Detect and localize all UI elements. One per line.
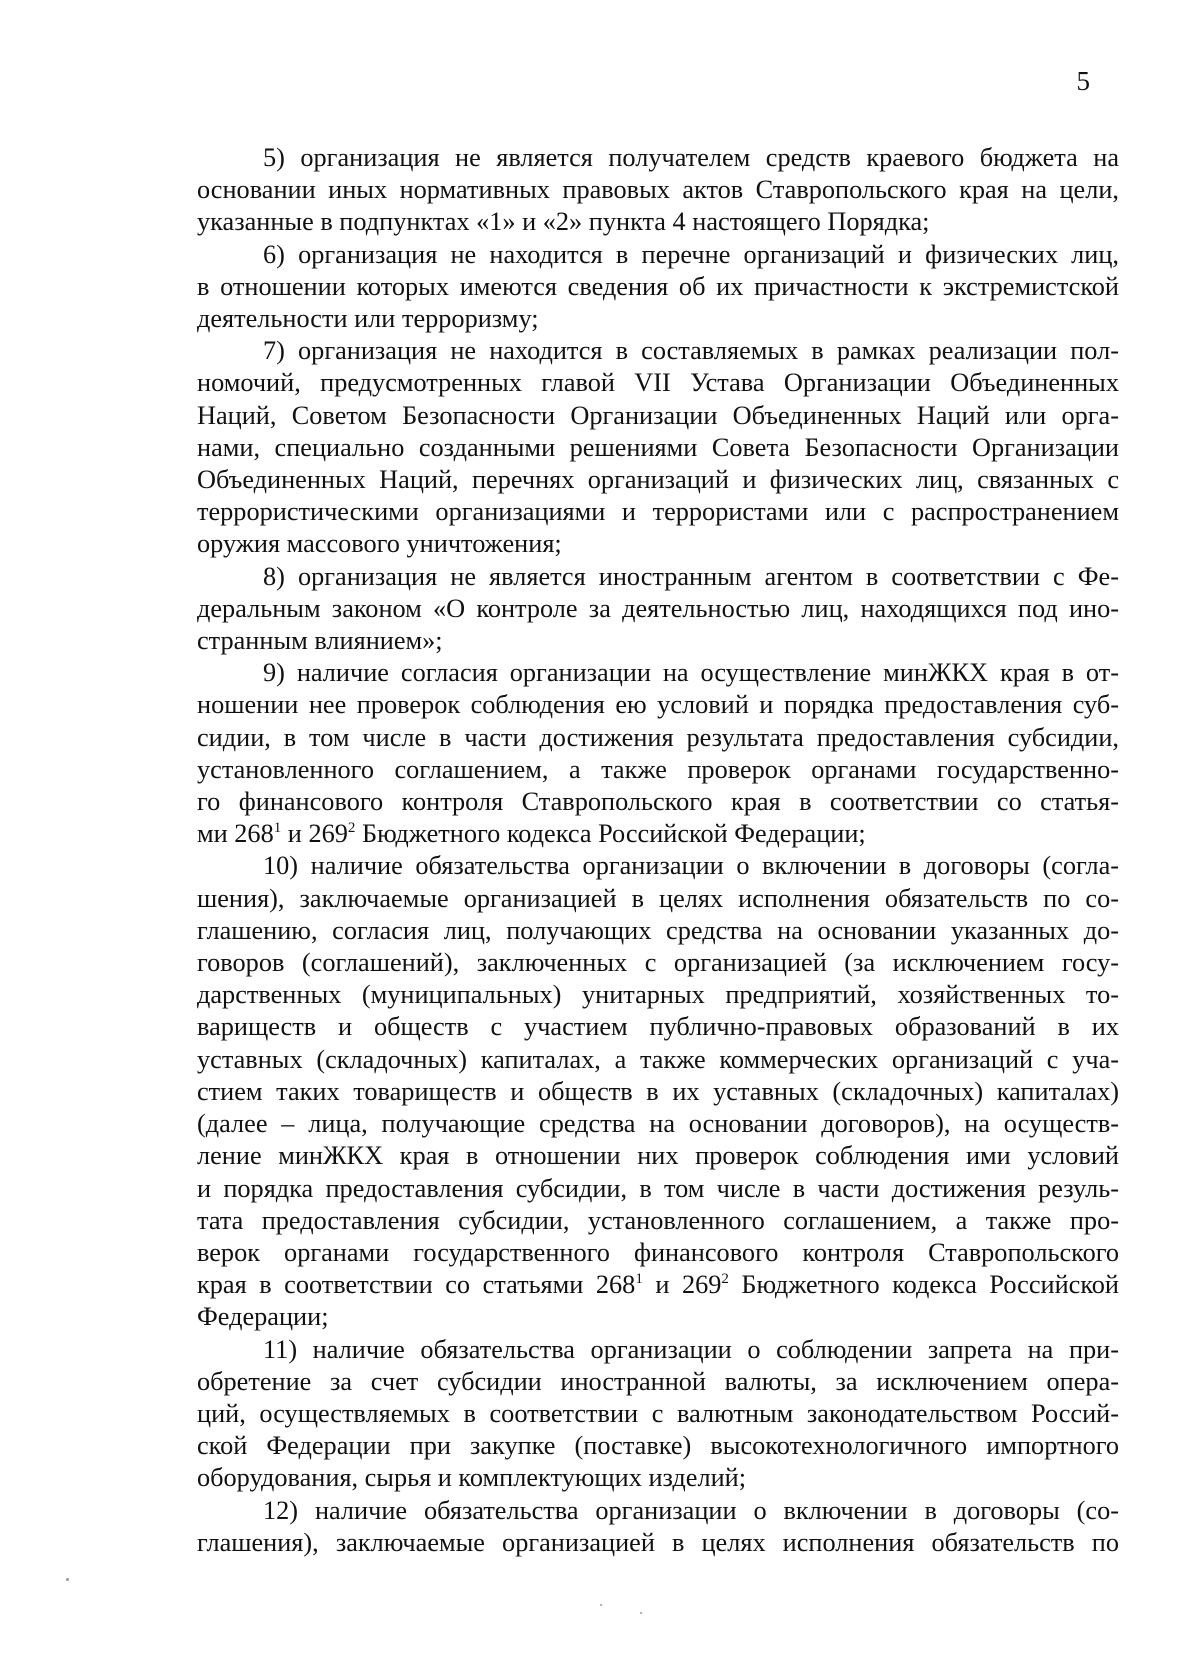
superscript: 1 — [635, 1271, 643, 1288]
text-line: указанные в подпунктах «1» и «2» пункта 4 настоящего Порядка; — [197, 207, 930, 237]
text-line: 11) наличие обязательства организации о соблюдении запрета на при- — [263, 1334, 1119, 1364]
paragraph-p10 — [197, 850, 1119, 1333]
text-line: в отношении которых имеются сведения об их причастности к экстремистской — [197, 271, 1119, 301]
text-line: деятельности или терроризму; — [197, 304, 539, 334]
text-line: оборудования, сырья и комплектующих изделий; — [197, 1463, 747, 1493]
scan-speck — [66, 1578, 69, 1581]
text-line: уставных (складочных) капиталах, а также коммерческих организаций с уча- — [197, 1044, 1119, 1074]
text-line: деральным законом «О контроле за деятельностью лиц, находящихся под ино- — [197, 593, 1119, 623]
text-line: нами, специально созданными решениями Совета Безопасности Организации — [197, 432, 1119, 462]
document-body — [197, 142, 1119, 1559]
text-line: оружия массового уничтожения; — [197, 529, 562, 559]
paragraph-p7 — [197, 335, 1119, 560]
text-line: тата предоставления субсидии, установленного соглашением, а также про- — [197, 1205, 1119, 1235]
text-line: глашению, согласия лиц, получающих средства на основании указанных до- — [197, 915, 1119, 945]
text-line: обретение за счет субсидии иностранной валюты, за исключением опера- — [197, 1366, 1119, 1396]
text-line: 7) организация не находится в составляемых в рамках реализации пол- — [263, 336, 1119, 366]
text-line: ций, осуществляемых в соответствии с валютным законодательством Россий- — [197, 1398, 1119, 1428]
superscript: 2 — [721, 1271, 729, 1288]
superscript: 2 — [347, 820, 356, 837]
text-line: ление минЖКХ края в отношении них проверок соблюдения ими условий — [197, 1141, 1119, 1171]
text-line: странным влиянием»; — [197, 626, 443, 656]
paragraph-p9 — [197, 657, 1119, 850]
text-line: ми $268^1$ и $269^2$ Бюджетного кодекса Российской Федерации; — [197, 819, 866, 849]
text-line: Федерации; — [197, 1302, 329, 1332]
text-line: дарственных (муниципальных) унитарных предприятий, хозяйственных то- — [197, 980, 1119, 1010]
text-line: шения), заключаемые организацией в целях исполнения обязательств по со- — [197, 883, 1119, 913]
text-line: вариществ и обществ с участием публично-правовых образований в их — [197, 1012, 1119, 1042]
page-number: 5 — [1076, 66, 1090, 96]
text-line: 12) наличие обязательства организации о включении в договоры (со- — [263, 1495, 1119, 1525]
paragraph-p6 — [197, 239, 1119, 336]
text-line: стием таких товариществ и обществ в их уставных (складочных) капиталах) — [197, 1076, 1119, 1106]
text-line: ношении нее проверок соблюдения ею условий и порядка предоставления суб- — [197, 690, 1119, 720]
text-line: Объединенных Наций, перечнях организаций и физических лиц, связанных с — [197, 465, 1119, 495]
text-line: говоров (соглашений), заключенных с организацией (за исключением госу- — [197, 948, 1119, 978]
text-line: 8) организация не является иностранным агентом в соответствии с Фе- — [263, 561, 1119, 591]
text-line: номочий, предусмотренных главой VII Устава Организации Объединенных — [197, 368, 1119, 398]
text-line: го финансового контроля Ставропольского края в соответствии со статья- — [197, 787, 1119, 817]
text-line: сидии, в том числе в части достижения результата предоставления субсидии, — [197, 722, 1119, 752]
text-line: края в соответствии со статьями $268^1$ и $269^2$ Бюджетного кодекса Российской — [197, 1270, 1120, 1300]
text-line: ской Федерации при закупке (поставке) высокотехнологичного импортного — [197, 1431, 1119, 1461]
text-line: 6) организация не находится в перечне организаций и физических лиц, — [263, 239, 1119, 269]
text-line: (далее – лица, получающие средства на основании договоров), на осуществ- — [197, 1109, 1119, 1139]
text-line: террористическими организациями и террористами или с распространением — [197, 497, 1119, 527]
paragraph-p5 — [197, 142, 1119, 239]
paragraph-p8 — [197, 561, 1119, 658]
text-line: глашения), заключаемые организацией в целях исполнения обязательств по — [197, 1527, 1119, 1557]
scan-speck — [640, 1612, 642, 1614]
scan-speck — [600, 1604, 602, 1606]
text-line: основании иных нормативных правовых актов Ставропольского края на цели, — [197, 175, 1119, 205]
paragraph-p11 — [197, 1334, 1119, 1495]
superscript: 1 — [273, 820, 282, 837]
text-line: и порядка предоставления субсидии, в том числе в части достижения резуль- — [197, 1173, 1119, 1203]
text-line: Наций, Советом Безопасности Организации Объединенных Наций или орга- — [197, 400, 1119, 430]
text-line: верок органами государственного финансового контроля Ставропольского — [197, 1237, 1119, 1267]
text-line: 10) наличие обязательства организации о включении в договоры (согла- — [263, 851, 1119, 881]
text-line: 9) наличие согласия организации на осуществление минЖКХ края в от- — [263, 658, 1119, 688]
text-line: 5) организация не является получателем средств краевого бюджета на — [263, 143, 1119, 172]
text-line: установленного соглашением, а также проверок органами государственно- — [197, 754, 1119, 784]
paragraph-p12 — [197, 1495, 1119, 1559]
